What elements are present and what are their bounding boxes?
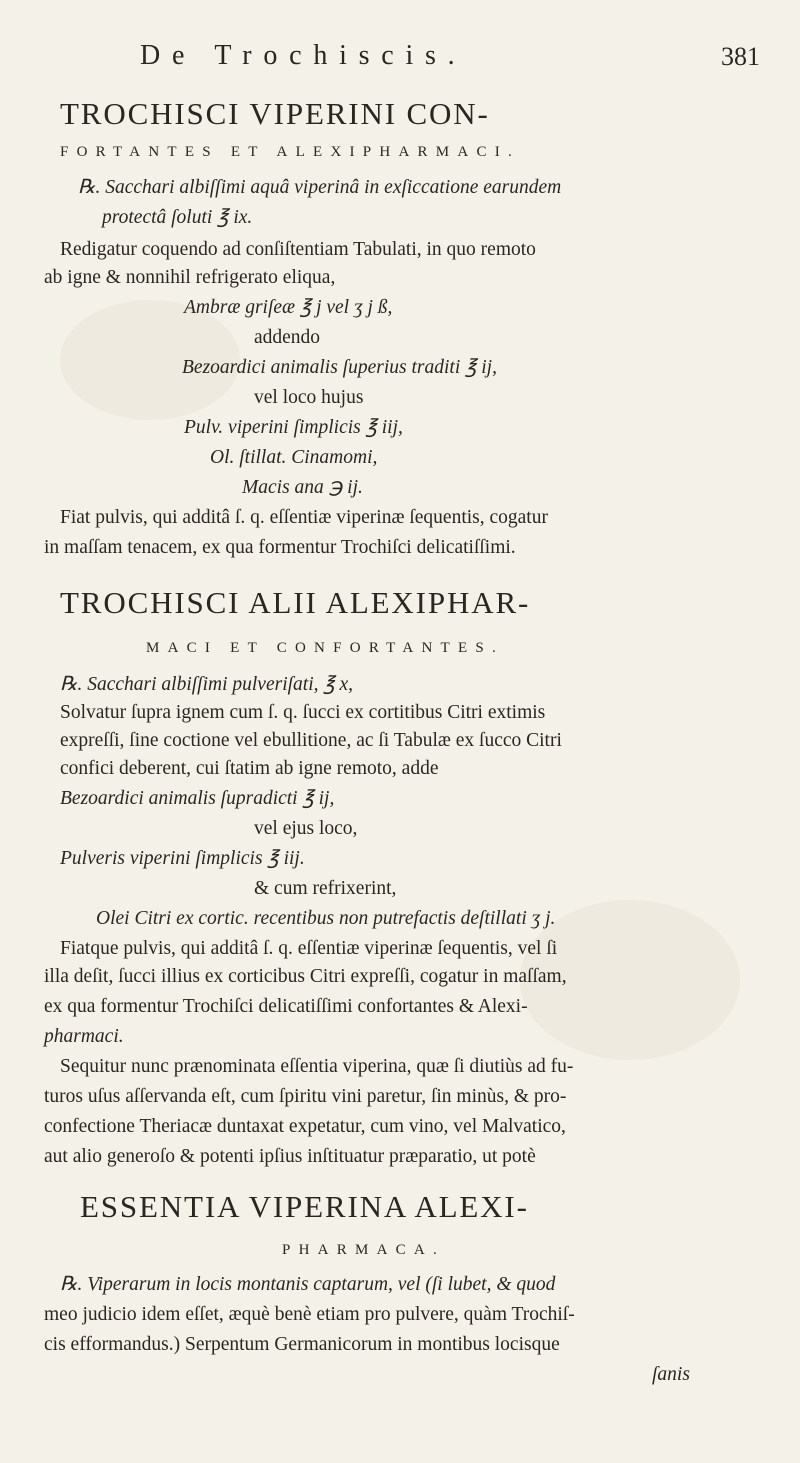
text-line: Fiatque pulvis, qui additâ ſ. q. eſſentiæ viperinæ ſequentis, vel ſi [60, 938, 558, 959]
text-line: Olei Citri ex cortic. recentibus non putrefactis deſtillati ʒ j. [96, 908, 556, 929]
text-line: ex qua formentur Trochiſci delicatiſſimi confortantes & Alexi- [44, 996, 528, 1017]
text-line: Fiat pulvis, qui additâ ſ. q. eſſentiæ viperinæ ſequentis, cogatur [60, 507, 548, 528]
section-heading: TROCHISCI VIPERINI CON- [60, 96, 490, 131]
text-line: Pulv. viperini ſimplicis ℥ iij, [184, 417, 403, 438]
text-line: Pulveris viperini ſimplicis ℥ iij. [60, 848, 305, 869]
section-subheading: FORTANTES ET ALEXIPHARMACI. [60, 144, 520, 160]
text-line: vel ejus loco, [254, 818, 358, 839]
text-line: in maſſam tenacem, ex qua formentur Trochiſci delicatiſſimi. [44, 537, 516, 558]
running-title: De Trochiscis. [140, 40, 467, 71]
text-line: confici deberent, cui ſtatim ab igne remoto, adde [60, 758, 439, 779]
text-line: Sequitur nunc prænominata eſſentia viperina, quæ ſi diutiùs ad fu- [60, 1056, 574, 1077]
section-subheading: PHARMACA. [282, 1242, 446, 1258]
text-line: vel loco hujus [254, 387, 364, 408]
text-line: protectâ ſoluti ℥ ix. [102, 207, 253, 228]
running-header [140, 40, 760, 80]
text-line: turos uſus aſſervanda eſt, cum ſpiritu vini paretur, ſin minùs, & pro- [44, 1086, 567, 1107]
text-line: Redigatur coquendo ad conſiſtentiam Tabulati, in quo remoto [60, 239, 536, 260]
text-line: illa deſit, ſucci illius ex corticibus Citri expreſſi, cogatur in maſſam, [44, 966, 567, 987]
text-line: ℞. Sacchari albiſſimi aquâ viperinâ in exſiccatione earundem [78, 177, 562, 198]
page-number: 381 [721, 42, 760, 71]
text-line: ſanis [652, 1364, 690, 1385]
text-line: Macis ana ℈ ij. [242, 477, 363, 498]
text-line: expreſſi, ſine coctione vel ebullitione, ac ſi Tabulæ ex ſucco Citri [60, 730, 562, 751]
text-line: Bezoardici animalis ſuperius traditi ℥ ij, [182, 357, 497, 378]
text-line: meo judicio idem eſſet, æquè benè etiam pro pulvere, quàm Trochiſ- [44, 1304, 575, 1325]
text-line: ℞. Viperarum in locis montanis captarum, vel (ſi lubet, & quod [60, 1274, 556, 1295]
text-line: confectione Theriacæ duntaxat expetatur, cum vino, vel Malvatico, [44, 1116, 566, 1137]
section-subheading: MACI ET CONFORTANTES. [146, 640, 504, 656]
text-line: Ambræ griſeæ ℥ j vel ʒ j ß, [184, 297, 393, 318]
text-line: pharmaci. [44, 1026, 124, 1047]
text-line: ab igne & nonnihil refrigerato eliqua, [44, 267, 336, 288]
section-heading: TROCHISCI ALII ALEXIPHAR- [60, 585, 531, 620]
text-line: addendo [254, 327, 321, 348]
text-line: & cum refrixerint, [254, 878, 397, 899]
section-heading: ESSENTIA VIPERINA ALEXI- [80, 1189, 529, 1224]
text-line: Solvatur ſupra ignem cum ſ. q. ſucci ex cortitibus Citri extimis [60, 702, 546, 723]
text-line: aut alio generoſo & potenti ipſius inſtituatur præparatio, ut potè [44, 1146, 536, 1167]
text-line: cis efformandus.) Serpentum Germanicorum in montibus locisque [44, 1334, 560, 1355]
text-line: ℞. Sacchari albiſſimi pulveriſati, ℥ x, [60, 674, 354, 695]
text-line: Bezoardici animalis ſupradicti ℥ ij, [60, 788, 335, 809]
text-line: Ol. ſtillat. Cinamomi, [210, 447, 378, 468]
